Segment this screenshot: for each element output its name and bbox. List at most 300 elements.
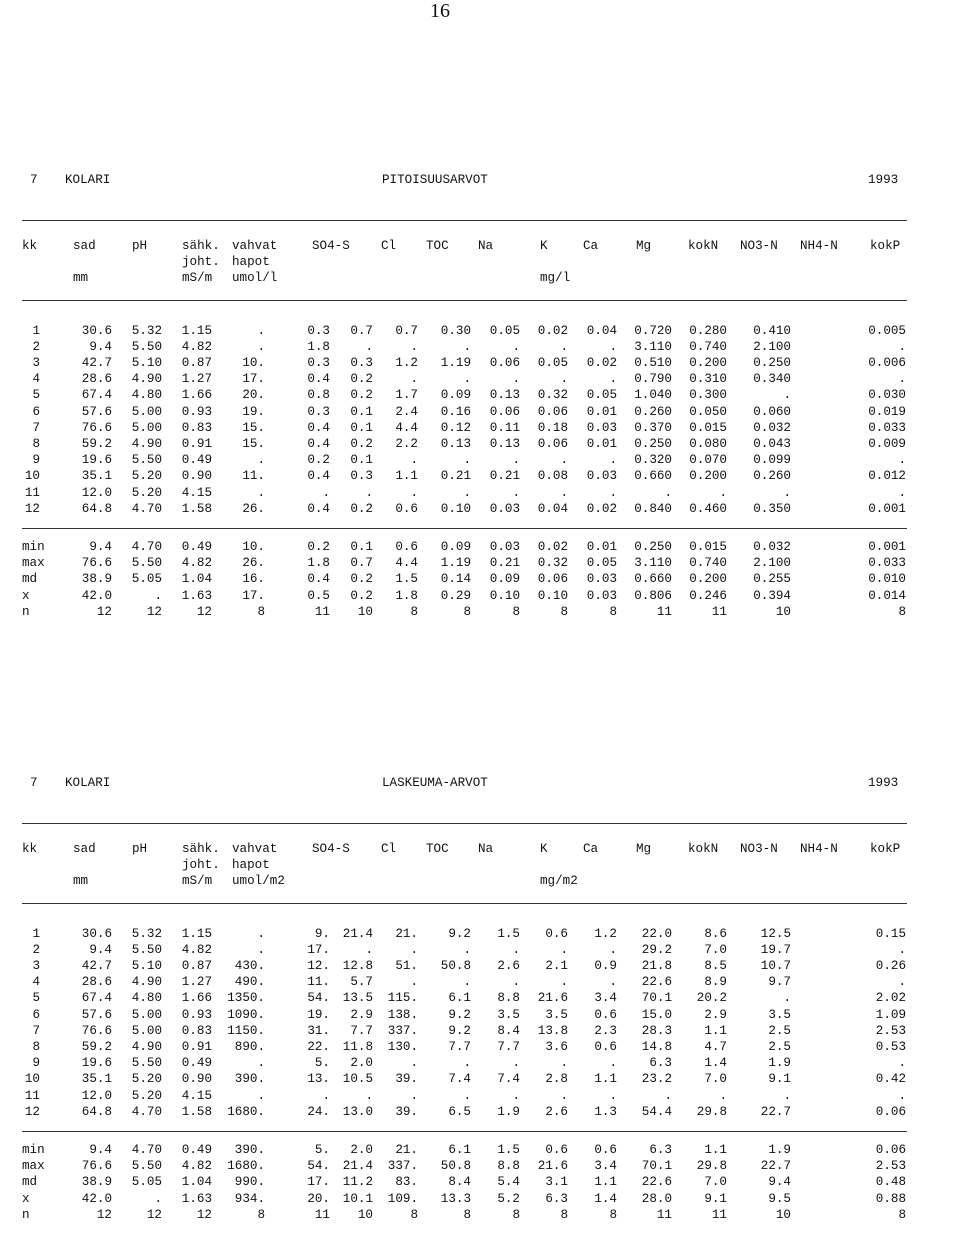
table-cell: 0.6	[594, 1007, 617, 1022]
table-cell: 12	[146, 1207, 162, 1222]
table-cell: .	[257, 323, 265, 338]
table-row	[0, 1089, 960, 1105]
table-cell: 2.100	[753, 339, 791, 354]
table-cell: 10	[775, 1207, 791, 1222]
table-cell: 26.	[242, 501, 265, 516]
table-cell: .	[463, 1056, 471, 1071]
site-name: KOLARI	[65, 776, 111, 790]
table-cell: 5.00	[131, 404, 162, 419]
table-cell: 0.032	[753, 540, 791, 554]
table-row	[0, 356, 960, 372]
table-cell: .	[560, 453, 568, 468]
table-cell: .	[463, 372, 471, 387]
table-cell: 0.14	[440, 572, 471, 587]
table-cell: 0.06	[875, 1104, 906, 1119]
table-cell: 21.6	[537, 1159, 568, 1174]
table-cell: .	[783, 388, 791, 403]
table-cell: .	[410, 372, 418, 387]
table-cell: .	[410, 942, 418, 957]
table-cell: 5.	[314, 1056, 330, 1071]
table-cell: 11.8	[342, 1040, 373, 1054]
table-cell: 0.10	[489, 588, 520, 603]
table-cell: .	[410, 1088, 418, 1103]
stat-label: n	[22, 1207, 30, 1222]
table-cell: 0.83	[181, 1023, 212, 1038]
table-cell: 0.6	[594, 1143, 617, 1157]
table-cell: 10.1	[342, 1191, 373, 1206]
table-cell: 28.6	[81, 372, 112, 387]
table-cell: 29.8	[696, 1159, 727, 1174]
table-cell: 0.03	[586, 469, 617, 484]
table-cell: .	[560, 975, 568, 990]
table-cell: .	[560, 1088, 568, 1103]
table-cell: .	[664, 1088, 672, 1103]
table-cell: 1.1	[594, 1072, 617, 1087]
column-header: mS/m	[182, 874, 213, 889]
table-cell: 5.50	[131, 339, 162, 354]
table-cell: 12.8	[342, 959, 373, 973]
section-title: PITOISUUSARVOT	[382, 173, 488, 187]
table-row	[0, 324, 960, 340]
table-cell: 1.66	[181, 991, 212, 1006]
table-cell: 12	[96, 604, 112, 619]
table-cell: 1.66	[181, 388, 212, 403]
table-cell: .	[783, 1088, 791, 1103]
table-cell: .	[410, 453, 418, 468]
table-cell: 12	[196, 604, 212, 619]
table-cell: 28.3	[641, 1023, 672, 1038]
row-label: 7	[32, 420, 40, 435]
table-cell: 0.10	[440, 501, 471, 516]
stats-row	[0, 589, 960, 605]
table-cell: 1.1	[704, 1143, 727, 1157]
table-cell: 0.7	[350, 556, 373, 571]
table-cell: 14.8	[641, 1040, 672, 1054]
stat-label: x	[22, 1191, 30, 1206]
table-cell: 8	[560, 604, 568, 619]
table-cell: 4.4	[395, 556, 418, 571]
table-cell: 5.50	[131, 1056, 162, 1071]
column-header: joht.	[182, 858, 220, 873]
section-title: LASKEUMA-ARVOT	[382, 776, 488, 790]
row-label: 1	[32, 323, 40, 338]
table-cell: 0.48	[875, 1175, 906, 1190]
table-cell: 0.2	[350, 588, 373, 603]
table-cell: 1.7	[395, 388, 418, 403]
table-cell: 4.80	[131, 991, 162, 1006]
table-cell: 0.3	[307, 404, 330, 419]
table-cell: 5.2	[497, 1191, 520, 1206]
table-cell: 17.	[242, 372, 265, 387]
table-cell: 15.	[242, 420, 265, 435]
row-label: 4	[32, 372, 40, 387]
table-cell: .	[898, 942, 906, 957]
table-cell: 1.19	[440, 556, 471, 571]
table-cell: 8	[257, 1207, 265, 1222]
row-label: 9	[32, 1056, 40, 1071]
table-cell: 1.19	[440, 356, 471, 370]
table-cell: 17.	[242, 588, 265, 603]
table-cell: 31.	[307, 1023, 330, 1038]
table-cell: 0.06	[875, 1143, 906, 1157]
table-cell: 0.03	[586, 420, 617, 435]
table-cell: 8.6	[704, 926, 727, 941]
table-cell: .	[463, 1088, 471, 1103]
table-cell: 0.033	[868, 420, 906, 435]
table-cell: 13.3	[440, 1191, 471, 1206]
table-cell: 57.6	[81, 1007, 112, 1022]
table-cell: 0.4	[307, 372, 330, 387]
table-cell: 0.49	[181, 453, 212, 468]
table-cell: 0.04	[537, 501, 568, 516]
column-header: sad	[73, 239, 96, 253]
stats-row	[0, 1159, 960, 1175]
table-cell: 0.370	[634, 420, 672, 435]
table-cell: 1.040	[634, 388, 672, 403]
table-cell: 0.49	[181, 1056, 212, 1071]
table-cell: 0.01	[586, 437, 617, 451]
table-cell: 8	[463, 604, 471, 619]
table-cell: 64.8	[81, 1104, 112, 1119]
table-cell: 21.	[395, 1143, 418, 1157]
table-cell: 11	[314, 604, 330, 619]
table-cell: 2.5	[768, 1023, 791, 1038]
table-cell: 2.53	[875, 1023, 906, 1038]
page-number: 16	[430, 0, 450, 22]
column-header: NO3-N	[740, 842, 778, 856]
table-cell: 19.6	[81, 453, 112, 468]
table-cell: 0.15	[875, 926, 906, 941]
table-cell: .	[560, 1056, 568, 1071]
table-row	[0, 437, 960, 453]
table-cell: 0.340	[753, 372, 791, 387]
table-cell: 11.	[307, 975, 330, 990]
table-cell: 38.9	[81, 1175, 112, 1190]
table-cell: 9.	[314, 926, 330, 941]
table-cell: 0.2	[307, 540, 330, 554]
table-cell: 0.7	[350, 323, 373, 338]
table-cell: 0.032	[753, 420, 791, 435]
row-label: 12	[24, 1104, 40, 1119]
row-label: 11	[24, 1088, 40, 1103]
column-header: Cl	[381, 239, 397, 253]
table-cell: .	[898, 975, 906, 990]
table-cell: .	[463, 485, 471, 500]
table-cell: 20.	[242, 388, 265, 403]
table-cell: .	[512, 942, 520, 957]
table-cell: 76.6	[81, 556, 112, 571]
table-cell: 2.4	[395, 404, 418, 419]
table-cell: 2.9	[350, 1007, 373, 1022]
table-cell: 42.7	[81, 356, 112, 370]
table-cell: 13.8	[537, 1023, 568, 1038]
table-cell: 1.5	[497, 1143, 520, 1157]
table-cell: 11	[711, 1207, 727, 1222]
table-cell: .	[365, 339, 373, 354]
table-cell: 8.4	[497, 1023, 520, 1038]
row-label: 10	[24, 1072, 40, 1087]
table-cell: 12	[196, 1207, 212, 1222]
table-cell: 1.8	[307, 556, 330, 571]
table-cell: 0.26	[875, 959, 906, 973]
table-cell: .	[257, 453, 265, 468]
table-cell: 8	[463, 1207, 471, 1222]
table-cell: 10.	[242, 540, 265, 554]
table-cell: 8.9	[704, 975, 727, 990]
table-cell: 0.02	[586, 356, 617, 370]
column-header: sad	[73, 842, 96, 856]
row-label: 6	[32, 1007, 40, 1022]
column-header: Na	[478, 239, 494, 253]
table-cell: 0.06	[537, 437, 568, 451]
table-cell: 1090.	[227, 1007, 265, 1022]
table-cell: 0.2	[307, 453, 330, 468]
table-cell: 2.8	[545, 1072, 568, 1087]
table-cell: 1.09	[875, 1007, 906, 1022]
table-cell: 13.0	[342, 1104, 373, 1119]
column-header: joht.	[182, 255, 220, 270]
column-header: NH4-N	[800, 842, 838, 856]
table-cell: 0.255	[753, 572, 791, 587]
table-cell: 42.0	[81, 1191, 112, 1206]
table-cell: 12.0	[81, 1088, 112, 1103]
stat-label: n	[22, 604, 30, 619]
table-cell: 390.	[234, 1072, 265, 1087]
table-cell: 3.4	[594, 991, 617, 1006]
table-cell: 1.1	[594, 1175, 617, 1190]
table-cell: 57.6	[81, 404, 112, 419]
table-cell: 9.7	[768, 975, 791, 990]
table-cell: 5.05	[131, 1175, 162, 1190]
table-cell: 6.1	[448, 991, 471, 1006]
table-divider	[22, 823, 907, 824]
table-cell: 5.	[314, 1143, 330, 1157]
table-cell: 0.200	[689, 469, 727, 484]
table-cell: 2.3	[594, 1023, 617, 1038]
table-cell: 990.	[234, 1175, 265, 1190]
table-cell: .	[322, 485, 330, 500]
table-cell: 8.8	[497, 1159, 520, 1174]
column-header: umol/l	[232, 271, 278, 286]
table-cell: 2.02	[875, 991, 906, 1006]
table-cell: 1.1	[395, 469, 418, 484]
column-header: kokN	[688, 239, 719, 253]
year: 1993	[868, 173, 899, 187]
table-cell: 138.	[387, 1007, 418, 1022]
header-row	[0, 842, 960, 858]
table-row	[0, 1072, 960, 1088]
table-cell: 6.1	[448, 1143, 471, 1157]
table-cell: 390.	[234, 1143, 265, 1157]
table-cell: 17.	[307, 1175, 330, 1190]
table-cell: 28.0	[641, 1191, 672, 1206]
table-cell: 0.2	[350, 437, 373, 451]
table-cell: 5.50	[131, 1159, 162, 1174]
table-cell: 0.4	[307, 437, 330, 451]
table-cell: 4.90	[131, 975, 162, 990]
table-cell: 4.82	[181, 339, 212, 354]
table-cell: 0.42	[875, 1072, 906, 1087]
table-cell: 0.015	[689, 420, 727, 435]
table-cell: 21.4	[342, 1159, 373, 1174]
stat-label: min	[22, 540, 45, 554]
column-header: K	[540, 842, 548, 856]
section-title-bar	[0, 776, 960, 796]
table-cell: 9.4	[768, 1175, 791, 1190]
stat-label: md	[22, 572, 38, 587]
table-cell: 0.050	[689, 404, 727, 419]
table-cell: 8	[257, 604, 265, 619]
table-cell: 9.4	[89, 1143, 112, 1157]
table-cell: 8	[512, 604, 520, 619]
table-cell: 0.260	[753, 469, 791, 484]
table-cell: 4.70	[131, 1104, 162, 1119]
table-cell: 5.32	[131, 926, 162, 941]
table-cell: 11	[656, 604, 672, 619]
table-cell: 7.7	[448, 1040, 471, 1054]
table-cell: .	[257, 926, 265, 941]
row-label: 8	[32, 1040, 40, 1054]
table-cell: 5.4	[497, 1175, 520, 1190]
table-cell: 1.3	[594, 1104, 617, 1119]
column-header: kokN	[688, 842, 719, 856]
table-row	[0, 405, 960, 421]
table-cell: 0.6	[545, 926, 568, 941]
table-cell: 22.0	[641, 926, 672, 941]
table-cell: 1350.	[227, 991, 265, 1006]
table-cell: 0.4	[307, 572, 330, 587]
table-cell: 0.250	[634, 540, 672, 554]
table-cell: 1150.	[227, 1023, 265, 1038]
table-cell: 4.82	[181, 942, 212, 957]
table-cell: 0.010	[868, 572, 906, 587]
table-cell: 0.2	[350, 501, 373, 516]
table-cell: 1.63	[181, 588, 212, 603]
table-cell: 23.2	[641, 1072, 672, 1087]
table-cell: 0.09	[440, 540, 471, 554]
column-header: NH4-N	[800, 239, 838, 253]
table-cell: .	[609, 1056, 617, 1071]
table-cell: 0.49	[181, 1143, 212, 1157]
table-cell: 0.03	[489, 540, 520, 554]
table-cell: 8.8	[497, 991, 520, 1006]
table-cell: 15.0	[641, 1007, 672, 1022]
table-cell: 0.350	[753, 501, 791, 516]
table-cell: 5.05	[131, 572, 162, 587]
table-cell: .	[154, 1191, 162, 1206]
table-cell: 54.	[307, 991, 330, 1006]
table-cell: 21.8	[641, 959, 672, 973]
table-cell: 0.06	[489, 356, 520, 370]
table-cell: 54.	[307, 1159, 330, 1174]
table-cell: .	[898, 372, 906, 387]
table-cell: .	[783, 991, 791, 1006]
table-cell: 337.	[387, 1023, 418, 1038]
table-row	[0, 388, 960, 404]
table-cell: 0.1	[350, 540, 373, 554]
table-cell: 0.29	[440, 588, 471, 603]
table-cell: 0.93	[181, 404, 212, 419]
table-cell: 10.7	[760, 959, 791, 973]
column-header: vahvat	[232, 239, 278, 253]
stats-row	[0, 572, 960, 588]
table-cell: 9.1	[704, 1191, 727, 1206]
row-label: 5	[32, 388, 40, 403]
table-cell: 3.1	[545, 1175, 568, 1190]
column-header: mg/l	[540, 271, 571, 286]
table-cell: 22.6	[641, 1175, 672, 1190]
table-cell: 2.6	[545, 1104, 568, 1119]
table-cell: 0.13	[489, 437, 520, 451]
row-label: 3	[32, 959, 40, 973]
table-cell: 0.1	[350, 404, 373, 419]
column-header: hapot	[232, 255, 270, 270]
table-cell: .	[719, 1088, 727, 1103]
column-header: Ca	[583, 842, 599, 856]
table-cell: 1680.	[227, 1159, 265, 1174]
table-cell: 0.019	[868, 404, 906, 419]
table-cell: 0.09	[489, 572, 520, 587]
table-cell: 0.080	[689, 437, 727, 451]
table-cell: 0.91	[181, 437, 212, 451]
row-label: 8	[32, 437, 40, 451]
table-cell: 35.1	[81, 1072, 112, 1087]
table-cell: 5.32	[131, 323, 162, 338]
table-cell: .	[898, 485, 906, 500]
row-label: 4	[32, 975, 40, 990]
table-cell: 4.90	[131, 437, 162, 451]
table-cell: 0.009	[868, 437, 906, 451]
table-cell: 0.720	[634, 323, 672, 338]
table-cell: 1.15	[181, 323, 212, 338]
table-cell: 5.20	[131, 485, 162, 500]
stats-row	[0, 1175, 960, 1191]
table-row	[0, 1040, 960, 1056]
table-cell: 8.5	[704, 959, 727, 973]
column-header: Na	[478, 842, 494, 856]
table-cell: .	[463, 453, 471, 468]
table-cell: 1.2	[395, 356, 418, 370]
table-cell: 20.	[307, 1191, 330, 1206]
table-cell: .	[560, 339, 568, 354]
table-cell: 4.90	[131, 1040, 162, 1054]
concentration-section	[0, 173, 960, 619]
row-label: 2	[32, 942, 40, 957]
table-cell: 0.310	[689, 372, 727, 387]
table-divider	[22, 903, 907, 904]
row-label: 2	[32, 339, 40, 354]
table-cell: 3.5	[768, 1007, 791, 1022]
table-cell: 0.260	[634, 404, 672, 419]
table-cell: 20.2	[696, 991, 727, 1006]
table-cell: 0.030	[868, 388, 906, 403]
table-cell: 0.015	[689, 540, 727, 554]
table-cell: 0.6	[545, 1143, 568, 1157]
table-cell: 42.7	[81, 959, 112, 973]
table-cell: 0.10	[537, 588, 568, 603]
table-cell: 5.50	[131, 556, 162, 571]
table-cell: 8	[898, 1207, 906, 1222]
table-cell: 0.005	[868, 323, 906, 338]
table-cell: .	[512, 1088, 520, 1103]
table-cell: 64.8	[81, 501, 112, 516]
table-cell: 0.001	[868, 501, 906, 516]
table-cell: 0.01	[586, 404, 617, 419]
table-cell: 1.9	[768, 1056, 791, 1071]
table-cell: 22.6	[641, 975, 672, 990]
table-cell: 0.1	[350, 420, 373, 435]
table-cell: 1.58	[181, 1104, 212, 1119]
